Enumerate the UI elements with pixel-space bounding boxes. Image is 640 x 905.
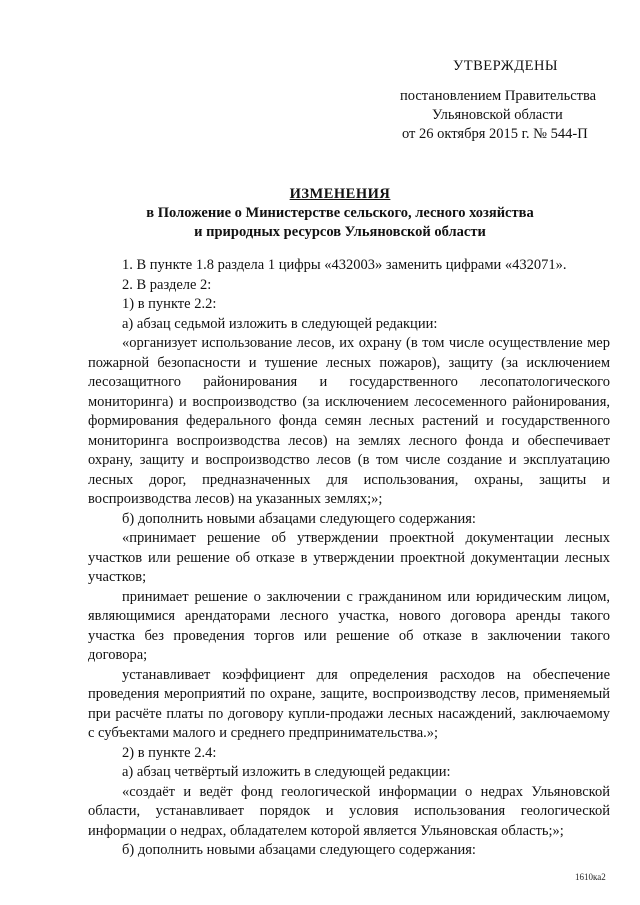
paragraph: 1) в пункте 2.2: [122,296,217,312]
paragraph: принимает решение о заключении с гражданином или юридическим лицом, являющимися арендаторами лесного участка, нового договора аренды такого участка без проведения торгов или решение об отказе в заключении такого договора; [88,588,610,663]
footer-code: 1610ка2 [575,872,606,882]
paragraph: 1. В пункте 1.8 раздела 1 цифры «432003» заменить цифрами «432071». [122,257,567,273]
paragraph: 2) в пункте 2.4: [122,744,217,761]
paragraph: «создаёт и ведёт фонд геологической информации о недрах Ульяновской области, устанавливает порядок и условия использования геологической информации о недрах, обладателем которой является Ульяновская область;»; [88,783,610,839]
title-subtitle-1: в Положение о Министерстве сельского, лесного хозяйства [146,205,534,221]
paragraph: устанавливает коэффициент для определения расходов на обеспечение проведения мероприятий по охране, защите, воспроизводству лесов, применяемый при расчёте платы по договору купли-продажи лесных насаждений, заключаемому с субъектами малого и среднего предпринимательства.»; [88,666,610,741]
title-main: ИЗМЕНЕНИЯ [289,186,391,202]
approval-line-2: Ульяновской области [432,107,563,123]
title-subtitle-2: и природных ресурсов Ульяновской области [194,224,486,240]
paragraph: б) дополнить новыми абзацами следующего содержания: [122,842,476,858]
paragraph: б) дополнить новыми абзацами следующего содержания: [122,510,476,527]
paragraph: «принимает решение об утверждении проектной документации лесных участков или решение об отказе в утверждении проектной документации лесных участков; [88,530,610,585]
paragraph: а) абзац четвёртый изложить в следующей редакции: [122,764,451,780]
paragraph: 2. В разделе 2: [122,276,212,293]
document-body [88,256,610,861]
document-title [100,185,580,242]
paragraph: «организует использование лесов, их охрану (в том числе осуществление мер пожарной безопасности и тушение лесных пожаров), защиту (за исключением лесозащитного районирования и государственного лесопатологического мониторинга) и воспроизводство (за исключением лесосеменного районирования, формирования федерального фонда семян лесных растений и государственного мониторинга воспроизводства лесов) на землях лесного фонда и обеспечивает охрану, защиту и воспроизводство лесов (в том числе создание и эксплуатацию лесных дорог, предназначенных для использования, охраны, защиты и воспроизводства лесов) на указанных землях;»; [88,335,610,507]
approval-stamp: УТВЕРЖДЕНЫ [453,58,559,74]
approval-line-3: от 26 октября 2015 г. № 544-П [402,126,588,142]
paragraph: а) абзац седьмой изложить в следующей редакции: [122,315,438,332]
approval-line-1: постановлением Правительства [400,88,597,104]
